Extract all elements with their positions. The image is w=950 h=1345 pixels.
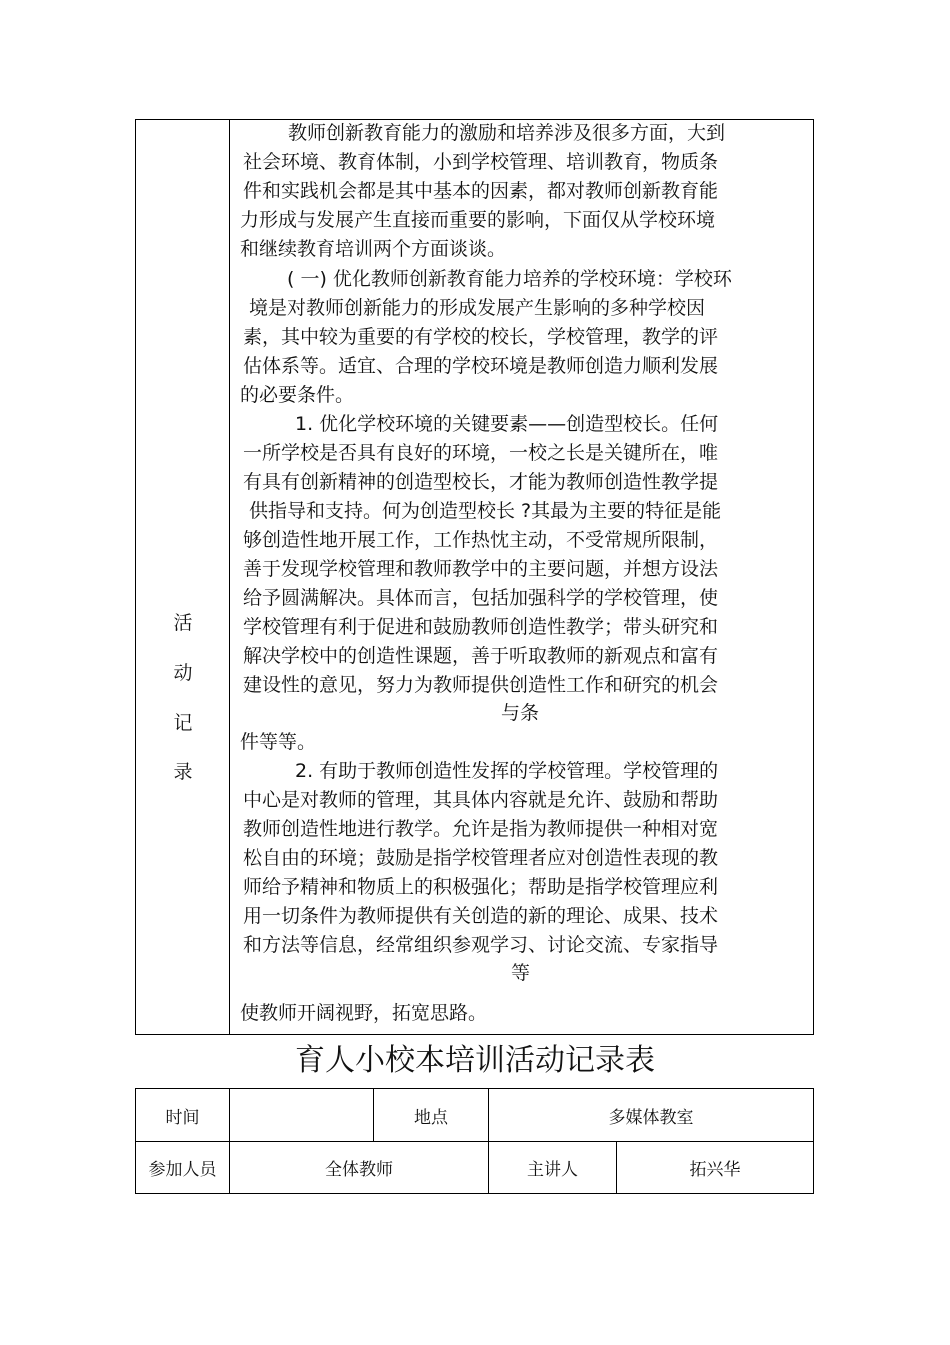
time-value	[229, 1088, 374, 1142]
content-line: 学校管理有利于促进和鼓励教师创造性教学；带头研究和	[243, 616, 719, 638]
content-line: 境是对教师创新能力的形成发展产生影响的多种学校因	[249, 297, 706, 319]
time-label: 时间	[135, 1088, 230, 1142]
content-line: ( 一) 优化教师创新教育能力培养的学校环境：学校环	[287, 268, 732, 290]
activity-record-content-cell	[230, 120, 813, 1034]
content-line: 中心是对教师的管理，其具体内容就是允许、鼓励和帮助	[243, 789, 719, 811]
form-title: 育人小校本培训活动记录表	[295, 1043, 655, 1078]
activity-record-label-cell	[136, 120, 230, 1034]
content-line: 件等等。	[240, 731, 317, 753]
content-line: 和继续教育培训两个方面谈谈。	[240, 238, 507, 260]
content-line: 教师创造性地进行教学。允许是指为教师提供一种相对宽	[243, 818, 719, 840]
location-label: 地点	[373, 1088, 489, 1142]
content-line: 用一切条件为教师提供有关创造的新的理论、成果、技术	[243, 905, 719, 927]
content-line: 的必要条件。	[240, 384, 355, 406]
content-line: 松自由的环境；鼓励是指学校管理者应对创造性表现的教	[243, 847, 719, 869]
training-info-table	[135, 1088, 814, 1194]
content-line: 给予圆满解决。具体而言，包括加强科学的学校管理，使	[243, 587, 719, 609]
content-line: 件和实践机会都是其中基本的因素，都对教师创新教育能	[243, 180, 719, 202]
content-line: 建设性的意见，努力为教师提供创造性工作和研究的机会	[243, 674, 719, 696]
activity-record-table	[135, 119, 814, 1035]
content-line: 有具有创新精神的创造型校长，才能为教师创造性教学提	[243, 471, 719, 493]
content-line: 解决学校中的创造性课题，善于听取教师的新观点和富有	[243, 645, 719, 667]
speaker-value: 拓兴华	[616, 1141, 814, 1194]
content-line: 够创造性地开展工作，工作热忱主动，不受常规所限制，	[243, 529, 719, 551]
content-line: 师给予精神和物质上的积极强化；帮助是指学校管理应利	[243, 876, 719, 898]
content-line: 等	[511, 962, 531, 984]
content-line: 力形成与发展产生直接而重要的影响，下面仅从学校环境	[240, 209, 716, 231]
content-line: 使教师开阔视野，拓宽思路。	[240, 1002, 488, 1024]
content-line: 与条	[501, 702, 540, 724]
side-label-char: 录	[173, 761, 193, 783]
location-value: 多媒体教室	[488, 1088, 814, 1142]
content-line: 2. 有助于教师创造性发挥的学校管理。学校管理的	[295, 760, 719, 782]
content-line: 教师创新教育能力的激励和培养涉及很多方面，大到	[288, 122, 726, 144]
speaker-label: 主讲人	[488, 1141, 617, 1194]
participants-label: 参加人员	[135, 1141, 230, 1194]
content-line: 和方法等信息，经常组织参观学习、讨论交流、专家指导	[243, 934, 719, 956]
content-line: 素，其中较为重要的有学校的校长，学校管理，教学的评	[243, 326, 719, 348]
content-line: 一所学校是否具有良好的环境，一校之长是关键所在，唯	[243, 442, 719, 464]
participants-value: 全体教师	[229, 1141, 489, 1194]
side-label-char: 活	[173, 612, 193, 634]
content-line: 社会环境、教育体制，小到学校管理、培训教育，物质条	[243, 151, 719, 173]
content-line: 善于发现学校管理和教师教学中的主要问题，并想方设法	[243, 558, 719, 580]
content-line: 供指导和支持。何为创造型校长 ?其最为主要的特征是能	[249, 500, 722, 522]
side-label-char: 记	[173, 712, 193, 734]
content-line: 1. 优化学校环境的关键要素——创造型校长。任何	[295, 413, 719, 435]
content-line: 估体系等。适宜、合理的学校环境是教师创造力顺利发展	[243, 355, 719, 377]
side-label-char: 动	[173, 662, 193, 684]
